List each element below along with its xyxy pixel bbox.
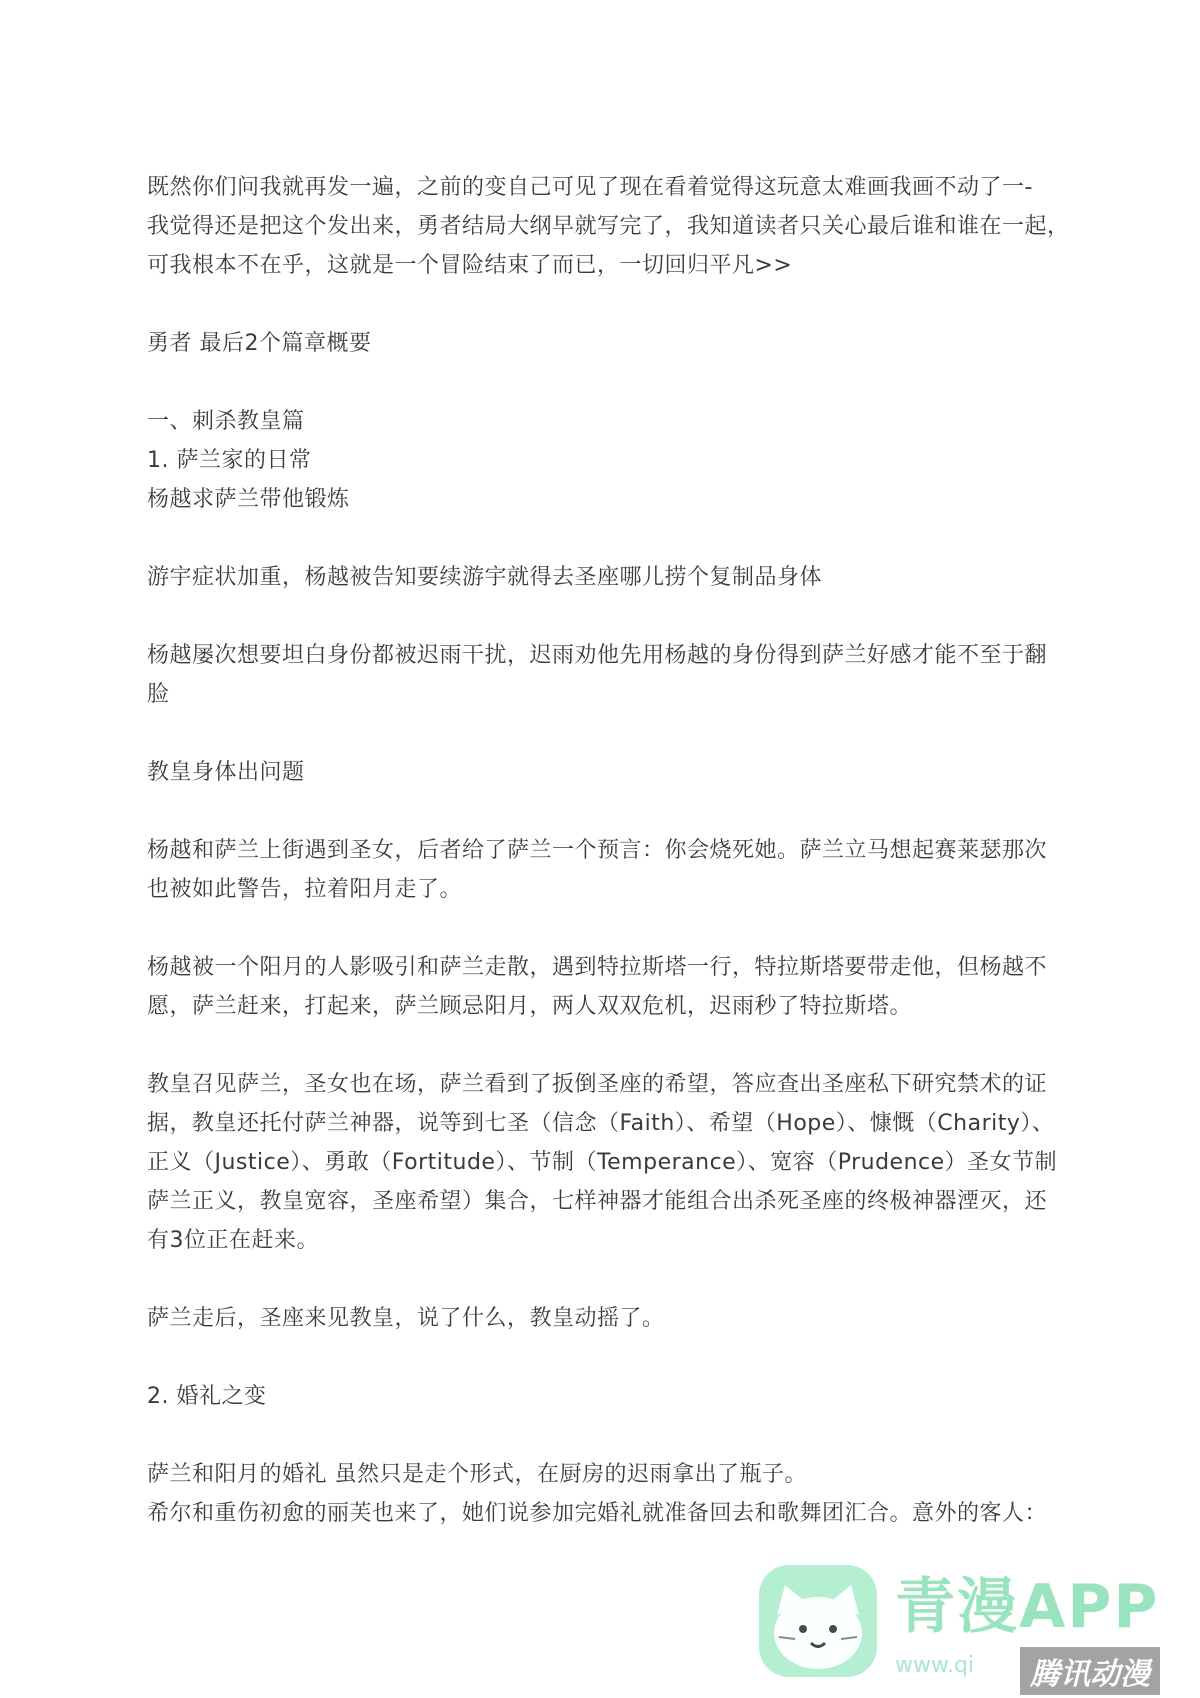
document-body xyxy=(147,168,1077,1533)
text-line: 既然你们问我就再发一遍，之前的变自己可见了现在看着觉得这玩意太难画我画不动了一- xyxy=(147,175,1033,200)
chapter-heading-block xyxy=(147,402,1077,519)
paragraph-intro xyxy=(147,168,1077,285)
text-line: 游宇症状加重，杨越被告知要续游宇就得去圣座哪儿捞个复制品身体 xyxy=(147,565,823,590)
paragraph xyxy=(147,636,1077,714)
text-line: 萨兰和阳月的婚礼 虽然只是走个形式，在厨房的迟雨拿出了瓶子。 xyxy=(147,1462,807,1487)
watermark-badge: 腾讯动漫 xyxy=(1020,1647,1160,1695)
text-line: 杨越和萨兰上街遇到圣女，后者给了萨兰一个预言：你会烧死她。萨兰立马想起赛莱瑟那次 xyxy=(147,838,1048,863)
paragraph xyxy=(147,558,1077,597)
paragraph xyxy=(147,1299,1077,1338)
text-line: 教皇召见萨兰，圣女也在场，萨兰看到了扳倒圣座的希望，答应查出圣座私下研究禁术的证 xyxy=(147,1072,1048,1097)
text-line: 愿，萨兰赶来，打起来，萨兰顾忌阳月，两人双双危机，迟雨秒了特拉斯塔。 xyxy=(147,994,913,1019)
watermark-url: www.qi xyxy=(895,1653,975,1678)
text-line: 萨兰正义，教皇宽容，圣座希望）集合，七样神器才能组合出杀死圣座的终极神器湮灭，还 xyxy=(147,1189,1048,1214)
chapter-title: 一、刺杀教皇篇 xyxy=(147,409,305,434)
paragraph xyxy=(147,831,1077,909)
section-heading xyxy=(147,324,1077,363)
paragraph xyxy=(147,1455,1077,1533)
text-line: 杨越被一个阳月的人影吸引和萨兰走散，遇到特拉斯塔一行，特拉斯塔要带走他，但杨越不 xyxy=(147,955,1048,980)
text-line: 杨越求萨兰带他锻炼 xyxy=(147,487,350,512)
text-line: 据，教皇还托付萨兰神器，说等到七圣（信念（Faith）、希望（Hope）、慷慨（Charity）、 xyxy=(147,1111,1055,1136)
text-line: 我觉得还是把这个发出来，勇者结局大纲早就写完了，我知道读者只关心最后谁和谁在一起， xyxy=(147,214,1070,239)
text-line: 萨兰走后，圣座来见教皇，说了什么，教皇动摇了。 xyxy=(147,1306,665,1331)
watermark xyxy=(755,1555,1175,1690)
text-line: 教皇身体出问题 xyxy=(147,760,305,785)
text-line: 脸 xyxy=(147,682,170,707)
paragraph xyxy=(147,753,1077,792)
paragraph xyxy=(147,1065,1077,1260)
watermark-title: 青漫APP xyxy=(895,1572,1160,1642)
text-line: 可我根本不在乎，这就是一个冒险结束了而已，一切回归平凡>> xyxy=(147,253,793,278)
paragraph xyxy=(147,948,1077,1026)
heading-text: 勇者 最后2个篇章概要 xyxy=(147,331,372,356)
subsection-heading xyxy=(147,1377,1077,1416)
subsection-title: 2. 婚礼之变 xyxy=(147,1384,267,1409)
text-line: 希尔和重伤初愈的丽芙也来了，她们说参加完婚礼就准备回去和歌舞团汇合。意外的客人： xyxy=(147,1501,1048,1526)
text-line: 正义（Justice）、勇敢（Fortitude）、节制（Temperance）、宽容（Prudence）圣女节制 xyxy=(147,1150,1058,1175)
cat-face-icon xyxy=(755,1555,885,1685)
subsection-title: 1. 萨兰家的日常 xyxy=(147,448,312,473)
text-line: 有3位正在赶来。 xyxy=(147,1228,319,1253)
text-line: 也被如此警告，拉着阳月走了。 xyxy=(147,877,463,902)
text-line: 杨越屡次想要坦白身份都被迟雨干扰，迟雨劝他先用杨越的身份得到萨兰好感才能不至于翻 xyxy=(147,643,1048,668)
